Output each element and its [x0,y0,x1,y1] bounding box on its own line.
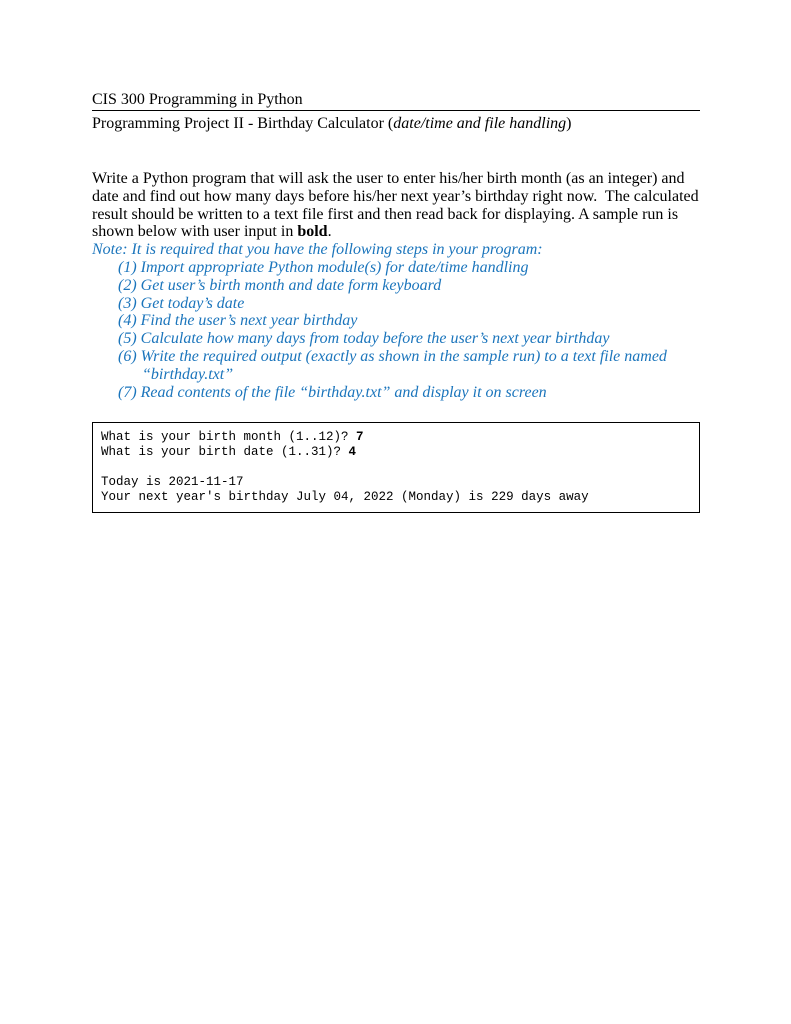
sample-line-result: Your next year's birthday July 04, 2022 (Monday) is 229 days away [101,489,589,504]
assignment-description [92,170,703,241]
project-title-subtitle: date/time and file handling [393,115,567,132]
description-period: . [327,223,332,241]
step-2: (2) Get user’s birth month and date form keyboard [118,276,442,294]
step-4: (4) Find the user’s next year birthday [118,312,358,330]
birth-month-user-input: 7 [356,430,364,445]
birth-date-prompt: What is your birth date (1..31)? [101,445,349,460]
course-title: CIS 300 Programming in Python [92,90,700,111]
step-6: (6) Write the required output (exactly as shown in the sample run) to a text file named “birthday.txt” [118,347,667,383]
note-lead: Note: It is required that you have the following steps in your program: [92,241,543,259]
birth-date-user-input: 4 [348,445,357,460]
description-text: Write a Python program that will ask the user to enter his/her birth month (as an integer) and date and find out how many days before his/her next year’s birthday right now. The calculated result should be written to a text file first and then read back for displaying. A sample run is shown below with user input in [92,170,703,241]
project-title-main: Programming Project II - Birthday Calculator ( [92,115,394,132]
sample-line-birth-month [101,430,691,445]
step-1: (1) Import appropriate Python module(s) for date/time handling [118,258,529,276]
requirement-steps-list [118,259,700,401]
birth-month-prompt: What is your birth month (1..12)? [101,430,357,445]
step-7: (7) Read contents of the file “birthday.txt” and display it on screen [118,383,547,401]
sample-line-birth-date [101,445,691,460]
description-bold-word: bold [297,223,328,241]
sample-run-box [92,422,700,513]
step-3: (3) Get today’s date [118,294,245,312]
project-title-close-paren: ) [566,115,572,132]
project-title [92,114,700,133]
step-5: (5) Calculate how many days from today before the user’s next year birthday [118,330,610,348]
sample-line-today: Today is 2021-11-17 [101,474,244,489]
sample-line-blank [101,460,691,475]
